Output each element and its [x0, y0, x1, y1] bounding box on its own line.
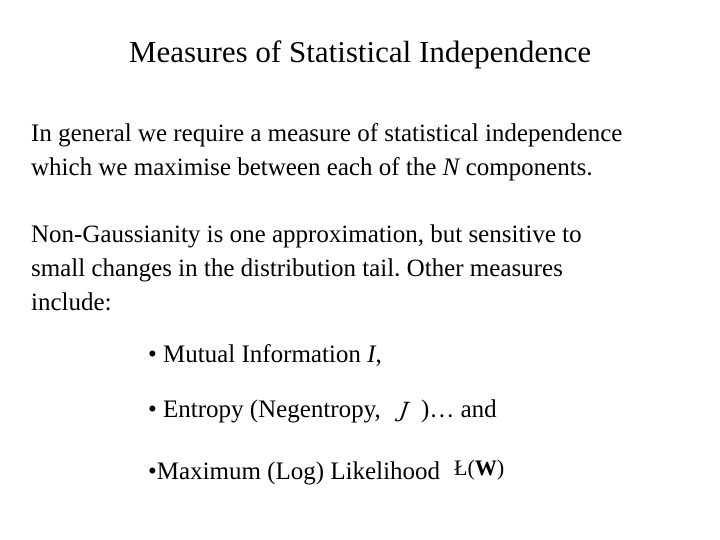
likelihood-symbol-close: ): [496, 455, 505, 480]
variable-n: N: [442, 154, 460, 181]
paragraph-intro-line-2-start: which we maximise between each of the: [31, 154, 443, 181]
bullet-entropy-text: • Entropy (Negentropy,: [148, 396, 388, 423]
paragraph-nongaussianity-line-1: Non-Gaussianity is one approximation, but sensitive to: [31, 221, 582, 248]
paragraph-intro-line-2: [31, 151, 701, 185]
likelihood-symbol-l: Ł: [454, 455, 468, 480]
variable-i: I: [367, 341, 376, 368]
bullet-entropy: [148, 393, 497, 427]
negentropy-symbol: J: [398, 398, 410, 422]
bullet-max-likelihood: [148, 451, 504, 489]
paragraph-nongaussianity: [31, 218, 701, 320]
slide-title: Measures of Statistical Independence: [128, 34, 592, 69]
paragraph-intro: [31, 117, 701, 185]
bullet-mutual-information-comma: ,: [375, 341, 382, 368]
bullet-max-likelihood-text: •Maximum (Log) Likelihood: [148, 458, 441, 485]
bullet-mutual-information: [148, 338, 382, 372]
paragraph-intro-line-1: In general we require a measure of statistical independence: [31, 120, 623, 147]
paragraph-nongaussianity-line-2: small changes in the distribution tail. Other measures: [31, 255, 563, 282]
paragraph-nongaussianity-line-3: include:: [31, 289, 112, 316]
likelihood-symbol: [454, 451, 504, 485]
likelihood-symbol-open: (: [467, 455, 475, 480]
paragraph-intro-line-2-end: components.: [459, 154, 593, 181]
bullet-entropy-end: )… and: [421, 396, 497, 423]
bullet-mutual-information-text: • Mutual Information: [148, 341, 368, 368]
likelihood-symbol-w: W: [474, 455, 497, 480]
